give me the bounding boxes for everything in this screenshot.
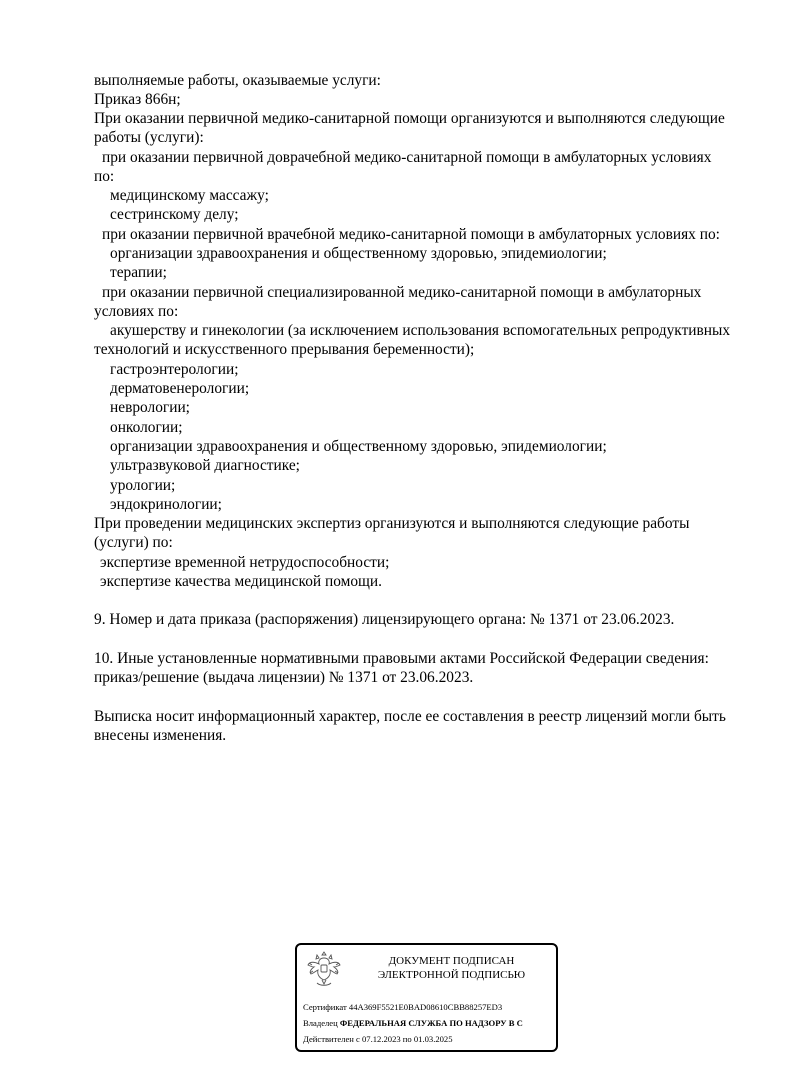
text-line: Выписка носит информационный характер, после ее составления в реестр лицензий могли быть [94,708,726,725]
text-line: при оказании первичной специализированной медико-санитарной помощи в амбулаторных [102,284,702,301]
certificate-validity: Действителен с 07.12.2023 по 01.03.2025 [303,1034,453,1044]
text-line: При проведении медицинских экспертиз организуются и выполняются следующие работы [94,515,690,532]
text-line: 10. Иные установленные нормативными правовыми актами Российской Федерации сведения: [94,650,709,667]
text-line: неврологии; [110,399,190,416]
text-line: при оказании первичной доврачебной медико-санитарной помощи в амбулаторных условиях [102,149,712,166]
stamp-heading-line-2: ЭЛЕКТРОННОЙ ПОДПИСЬЮ [377,969,526,981]
text-line: (услуги) по: [94,534,173,551]
text-line: 9. Номер и дата приказа (распоряжения) лицензирующего органа: № 1371 от 23.06.2023. [94,611,675,628]
stamp-heading-line-1: ДОКУМЕНТ ПОДПИСАН [388,955,515,967]
owner-value: ФЕДЕРАЛЬНАЯ СЛУЖБА ПО НАДЗОРУ В С [339,1018,523,1028]
text-line: онкологии; [110,419,183,436]
text-line: терапии; [110,264,167,281]
text-line: сестринскому делу; [110,206,239,223]
electronic-signature-stamp [295,943,558,1052]
text-line: урологии; [110,477,176,494]
text-line: Приказ 866н; [94,91,181,108]
text-line: организации здравоохранения и общественному здоровью, эпидемиологии; [110,245,607,262]
text-line: организации здравоохранения и общественному здоровью, эпидемиологии; [110,438,607,455]
text-line: приказ/решение (выдача лицензии) № 1371 от 23.06.2023. [94,669,474,686]
coat-of-arms-icon [305,949,343,991]
text-line: дерматовенерологии; [110,380,250,397]
text-line: внесены изменения. [94,727,227,744]
text-line: При оказании первичной медико-санитарной помощи организуются и выполняются следующие [94,110,725,127]
text-line: выполняемые работы, оказываемые услуги: [94,72,381,89]
text-line: экспертизе качества медицинской помощи. [100,573,382,590]
text-line: ультразвуковой диагностике; [110,457,300,474]
text-line: акушерству и гинекологии (за исключением использования вспомогательных репродуктивных [110,322,731,339]
text-line: экспертизе временной нетрудоспособности; [100,554,390,571]
text-line: работы (услуги): [94,129,204,146]
text-line: условиях по: [94,303,179,320]
text-line: гастроэнтерологии; [110,361,239,378]
certificate-number: Сертификат 44A369F5521E0BAD08610CBB88257ED3 [303,1002,503,1012]
stamp-heading [349,954,554,982]
certificate-owner [303,1018,523,1029]
text-line: при оказании первичной врачебной медико-санитарной помощи в амбулаторных условиях по: [102,226,720,243]
text-line: технологий и искусственного прерывания беременности); [94,341,475,358]
text-line: медицинскому массажу; [110,187,269,204]
text-line: по: [94,168,115,185]
owner-label: Владелец [303,1018,338,1028]
text-line: эндокринологии; [110,496,222,513]
